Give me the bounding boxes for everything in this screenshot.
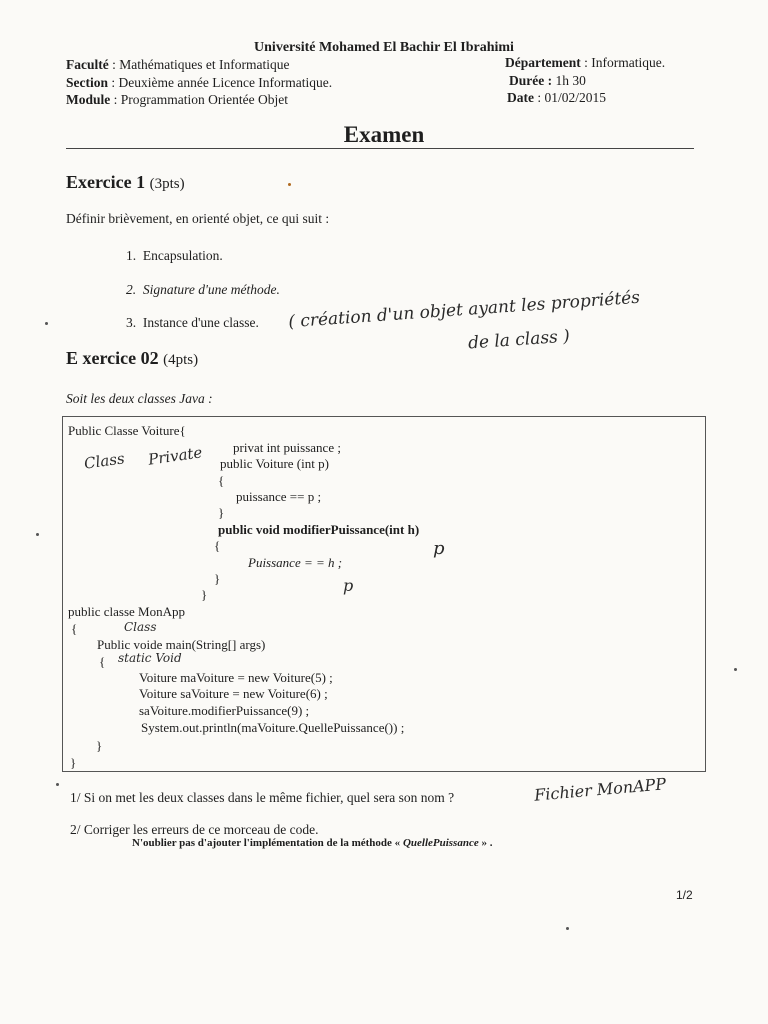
code-line: } [218,505,225,520]
item-number: 3. [126,315,137,330]
code-line: } [201,587,208,602]
scan-speck [56,783,59,786]
faculte-line: Faculté : Mathématiques et Informatique [66,57,290,72]
code-line: } [70,755,77,770]
scan-speck [288,183,291,186]
code-line: { [214,538,221,553]
handwritten-correction-class2: Class [124,620,157,634]
item-text: Encapsulation. [142,248,223,263]
item-text: Instance d'une classe. [142,315,259,330]
faculte-label: Faculté [66,57,109,72]
code-line: Puissance = = h ; [248,555,343,570]
exercise1-heading [66,172,185,193]
exercise1-item-3 [126,315,259,331]
code-line: public Voiture (int p) [220,456,329,471]
scan-speck [36,533,39,536]
code-line: public void modifierPuissance(int h) [218,522,420,537]
code-line: { [218,473,225,488]
handwritten-correction-p2: p [343,576,354,595]
scan-speck [734,668,737,671]
section-line: Section : Deuxième année Licence Informatique. [66,75,333,90]
page-title: Examen [343,122,425,147]
code-line: Voiture saVoiture = new Voiture(6) ; [139,686,328,701]
code-line: } [96,738,103,753]
note-text-end: » . [478,837,493,849]
note-method-name: QuellePuissance [402,837,479,849]
exercise1-item-1 [126,248,223,264]
exercise1-item-2 [126,282,280,298]
handwritten-correction-class: Class [82,449,126,473]
module-label: Module [66,92,111,107]
duree-line [509,73,586,89]
exercise1-points: (3pts) [149,176,185,192]
question-2-note [132,837,492,849]
header-rule [66,148,694,149]
code-line: public classe MonApp [68,604,185,619]
code-line: privat int puissance ; [233,440,341,455]
question-1: 1/ Si on met les deux classes dans le même fichier, quel sera son nom ? [70,790,455,805]
question-2: 2/ Corriger les erreurs de ce morceau de code. [70,822,319,837]
module-line: Module : Programmation Orientée Objet [66,92,288,107]
item-number: 2. [126,282,137,297]
module-value: Programmation Orientée Objet [120,92,288,107]
code-line: saVoiture.modifierPuissance(9) ; [139,703,310,718]
code-line: Voiture maVoiture = new Voiture(5) ; [139,670,333,685]
code-line: puissance == p ; [236,489,322,504]
section-label: Section [66,75,108,90]
page-number: 1/2 [676,888,693,902]
code-line: { [99,654,106,669]
code-line: { [71,621,78,636]
item-number: 1. [126,248,137,263]
section-value: Deuxième année Licence Informatique. [118,75,333,90]
handwritten-correction-p1: p [433,538,445,559]
date-value: : 01/02/2015 [537,90,607,105]
exercise2-points: (4pts) [163,352,199,368]
scan-speck [566,927,569,930]
item-text: Signature d'une méthode. [142,282,280,297]
duree-value: 1h 30 [555,73,586,88]
handwritten-answer-line2: de la class ) [467,326,571,354]
university-name: Université Mohamed El Bachir El Ibrahimi [254,40,514,55]
handwritten-correction-private: Private [147,443,204,469]
duree-label: Durée : [509,73,553,88]
departement-label: Département [505,55,581,70]
code-line: System.out.println(maVoiture.QuellePuissance()) ; [141,720,405,735]
departement-line: Département : Informatique. [505,55,666,70]
code-line: Public Classe Voiture{ [68,423,186,438]
date-line [507,90,606,106]
scan-speck [45,322,48,325]
exercise2-title: E xercice 02 [66,348,159,368]
note-text: N'oublier pas d'ajouter l'implémentation de la méthode « [132,837,403,849]
handwritten-correction-static-void: static Void [118,651,182,665]
faculte-value: Mathématiques et Informatique [119,57,290,72]
handwritten-answer-line1: ( création d'un objet ayant les propriétés [287,287,641,333]
exercise1-intro: Définir brièvement, en orienté objet, ce qui suit : [66,211,330,226]
code-line: Public voide main(String[] args) [97,637,266,652]
exercise2-heading [66,348,198,369]
handwritten-answer-q1: Fichier MonAPP [533,774,667,805]
date-label: Date [507,90,534,105]
exercise1-title: Exercice 1 [66,172,146,192]
departement-value: Informatique. [591,55,666,70]
exercise2-intro: Soit les deux classes Java : [66,391,213,406]
code-line: } [214,571,221,586]
